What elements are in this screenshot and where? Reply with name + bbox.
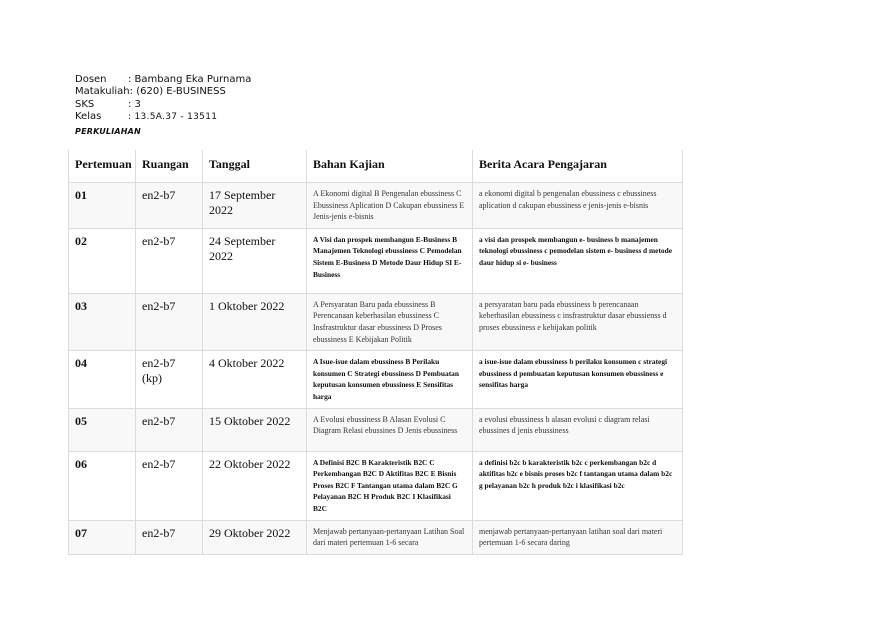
berita-acara-cell: a isue-isue dalam ebussiness b perilaku konsumen c strategi ebussiness d pembuatan keputusan konsumen ebussiness e sensifitas harga [473, 351, 683, 408]
berita-acara-cell: a definisi b2c b karakteristik b2c c perkembangan b2c d aktifitas b2c e bisnis proses b2c f tantangan utama dalam b2c g pelayanan b2c h produk b2c i klasifikasi b2c [473, 451, 683, 520]
section-title: PERKULIAHAN [75, 127, 141, 136]
table-row [69, 293, 683, 350]
ruangan-cell: en2-b7 [136, 228, 203, 293]
berita-acara-cell: a persyaratan baru pada ebussiness b perencanaan keberhasilan ebussiness c insfrastruktur dasar ebussienss d proses ebussiness e kebijakan politik [473, 293, 683, 350]
pertemuan-cell: 07 [69, 520, 136, 554]
ruangan-cell: en2-b7 [136, 520, 203, 554]
matakuliah-value: : (620) E-BUSINESS [129, 86, 226, 98]
berita-acara-cell: a ekonomi digital b pengenalan ebussiness c ebussiness aplication d cakupan ebussiness e jenis-jenis e-bisnis [473, 183, 683, 229]
schedule-table [68, 150, 683, 555]
ruangan-cell: en2-b7 [136, 183, 203, 229]
bahan-kajian-cell: A Evolusi ebussiness B Alasan Evolusi C Diagram Relasi ebussines D Jenis ebussiness [307, 408, 473, 451]
berita-acara-cell: a visi dan prospek membangun e- business b manajemen teknologi ebussiness c pemodelan sistem e- business d metode daur hidup si e- business [473, 228, 683, 293]
pertemuan-cell: 02 [69, 228, 136, 293]
berita-acara-cell: a evolusi ebussiness b alasan evolusi c diagram relasi ebussines d jenis ebussiness [473, 408, 683, 451]
tanggal-cell: 22 Oktober 2022 [203, 451, 307, 520]
table-row [69, 408, 683, 451]
col-header-pertemuan: Pertemuan [69, 150, 136, 183]
table-row [69, 451, 683, 520]
bahan-kajian-cell: A Isue-isue dalam ebussiness B Perilaku konsumen C Strategi ebussiness D Pembuatan keputusan konsumen ebussiness E Sensifitas harga [307, 351, 473, 408]
matakuliah-row [75, 86, 251, 98]
pertemuan-cell: 04 [69, 351, 136, 408]
tanggal-cell: 29 Oktober 2022 [203, 520, 307, 554]
course-info [75, 74, 251, 124]
pertemuan-cell: 06 [69, 451, 136, 520]
table-row [69, 228, 683, 293]
table-row [69, 520, 683, 554]
sks-value: : 3 [128, 98, 141, 110]
tanggal-cell: 4 Oktober 2022 [203, 351, 307, 408]
ruangan-cell: en2-b7 [136, 293, 203, 350]
bahan-kajian-cell: Menjawab pertanyaan-pertanyaan Latihan Soal dari materi pertemuan 1-6 secara [307, 520, 473, 554]
col-header-ruangan: Ruangan [136, 150, 203, 183]
table-row [69, 351, 683, 408]
ruangan-cell: en2-b7 (kp) [136, 351, 203, 408]
matakuliah-label: Matakuliah [75, 86, 130, 98]
ruangan-cell: en2-b7 [136, 451, 203, 520]
bahan-kajian-cell: A Persyaratan Baru pada ebussiness B Perencanaan keberhasilan ebussiness C Insfrastruktur dasar ebussiness D Proses ebussiness E Kebijakan Politik [307, 293, 473, 350]
pertemuan-cell: 05 [69, 408, 136, 451]
kelas-label: Kelas [75, 111, 102, 123]
dosen-value: : Bambang Eka Purnama [128, 74, 252, 85]
kelas-value: : 13.5A.37 - 13511 [128, 112, 218, 123]
kelas-row [75, 111, 251, 123]
table-header-row [69, 150, 683, 183]
col-header-bahan-kajian: Bahan Kajian [307, 150, 473, 183]
col-header-tanggal: Tanggal [203, 150, 307, 183]
ruangan-cell: en2-b7 [136, 408, 203, 451]
pertemuan-cell: 03 [69, 293, 136, 350]
tanggal-cell: 24 September 2022 [203, 228, 307, 293]
pertemuan-cell: 01 [69, 183, 136, 229]
tanggal-cell: 1 Oktober 2022 [203, 293, 307, 350]
dosen-row [75, 74, 251, 86]
sks-label: SKS [75, 98, 95, 110]
bahan-kajian-cell: A Visi dan prospek membangun E-Business B Manajemen Teknologi ebussiness C Pemodelan Sistem E-Business D Metode Daur Hidup SI E-Business [307, 228, 473, 293]
sks-row [75, 99, 251, 111]
tanggal-cell: 15 Oktober 2022 [203, 408, 307, 451]
bahan-kajian-cell: A Definisi B2C B Karakteristik B2C C Perkembangan B2C D Aktifitas B2C E Bisnis Proses B2C F Tantangan utama dalam B2C G Pelayanan B2C H Produk B2C I Klasifikasi B2C [307, 451, 473, 520]
table-row [69, 183, 683, 229]
berita-acara-cell: menjawab pertanyaan-pertanyaan latihan soal dari materi pertemuan 1-6 secara daring [473, 520, 683, 554]
tanggal-cell: 17 September 2022 [203, 183, 307, 229]
bahan-kajian-cell: A Ekonomi digital B Pengenalan ebussiness C Ebussiness Aplication D Cakupan ebussiness E Jenis-jenis e-bisnis [307, 183, 473, 229]
dosen-label: Dosen [75, 74, 107, 85]
col-header-berita-acara: Berita Acara Pengajaran [473, 150, 683, 183]
